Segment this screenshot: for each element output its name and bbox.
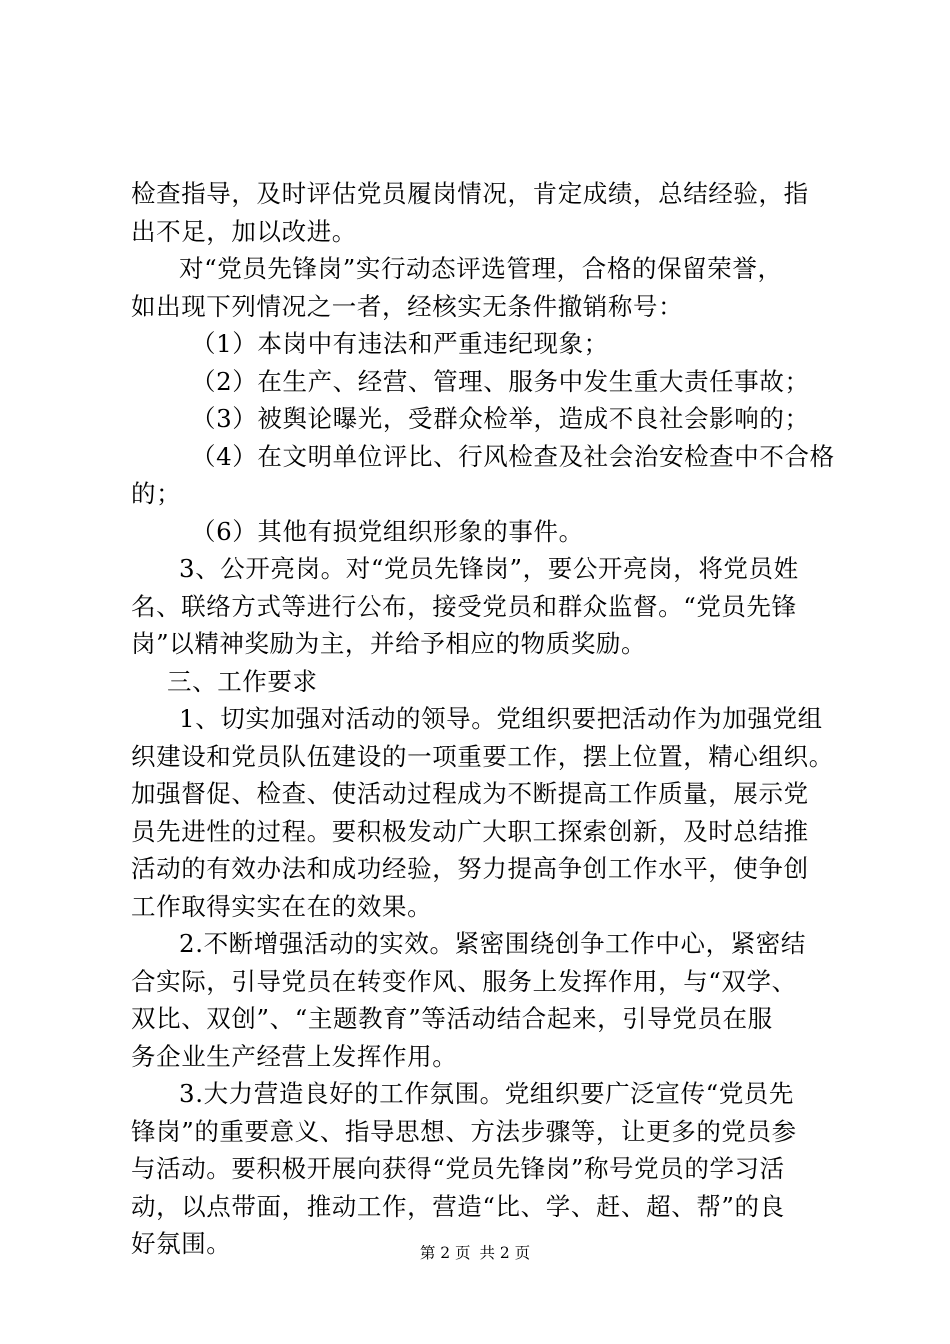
- text-line: 1、切实加强对活动的领导。党组织要把活动作为加强党组: [179, 704, 823, 733]
- text-line: 如出现下列情况之一者，经核实无条件撤销称号：: [131, 291, 684, 321]
- document-body: [131, 175, 835, 1263]
- text-line: （6）其他有损党组织形象的事件。: [191, 516, 584, 546]
- text-line: 名、联络方式等进行公布，接受党员和群众监督。“党员先锋: [131, 591, 797, 621]
- text-line: 2.不断增强活动的实效。紧密围绕创争工作中心，紧密结: [179, 929, 806, 958]
- text-line: 工作取得实实在在的效果。: [131, 891, 433, 921]
- text-line: （1）本岗中有违法和严重违纪现象；: [191, 329, 609, 358]
- text-line: 的；: [131, 479, 182, 508]
- text-line: 员先进性的过程。要积极发动广大职工探索创新，及时总结推: [131, 816, 809, 846]
- text-line: 动，以点带面，推动工作，营造“比、学、赶、超、帮”的良: [131, 1191, 785, 1221]
- page-footer: [0, 1243, 950, 1263]
- section-heading: 三、工作要求: [167, 666, 318, 696]
- text-line: 对“党员先锋岗”实行动态评选管理，合格的保留荣誉，: [179, 254, 783, 283]
- text-line: 好氛围。: [131, 1229, 232, 1258]
- text-line: 加强督促、检查、使活动过程成为不断提高工作质量，展示党: [131, 779, 809, 808]
- text-line: 与活动。要积极开展向获得“党员先锋岗”称号党员的学习活: [131, 1154, 785, 1183]
- text-line: 合实际，引导党员在转变作风、服务上发挥作用，与“双学、: [131, 966, 797, 996]
- text-line: 出不足，加以改进。: [131, 216, 357, 246]
- text-line: （2）在生产、经营、管理、服务中发生重大责任事故；: [191, 366, 810, 396]
- text-line: （3）被舆论曝光，受群众检举，造成不良社会影响的；: [191, 404, 810, 433]
- text-line: 锋岗”的重要意义、指导思想、方法步骤等，让更多的党员参: [131, 1116, 797, 1146]
- text-line: （4）在文明单位评比、行风检查及社会治安检查中不合格: [191, 441, 835, 471]
- text-line: 活动的有效办法和成功经验，努力提高争创工作水平，使争创: [131, 854, 809, 883]
- text-line: 双比、双创”、“主题教育”等活动结合起来，引导党员在服: [131, 1004, 773, 1033]
- page-number: 第 2 页: [419, 1244, 471, 1262]
- text-line: 3.大力营造良好的工作氛围。党组织要广泛宣传“党员先: [179, 1079, 794, 1108]
- text-line: 岗”以精神奖励为主，并给予相应的物质奖励。: [131, 629, 647, 658]
- text-line: 检查指导，及时评估党员履岗情况，肯定成绩，总结经验，指: [131, 179, 809, 208]
- text-line: 3、公开亮岗。对“党员先锋岗”，要公开亮岗，将党员姓: [179, 554, 799, 583]
- text-line: 织建设和党员队伍建设的一项重要工作，摆上位置，精心组织。: [131, 741, 834, 771]
- page-total: 共 2 页: [479, 1244, 531, 1262]
- text-line: 务企业生产经营上发挥作用。: [131, 1041, 458, 1071]
